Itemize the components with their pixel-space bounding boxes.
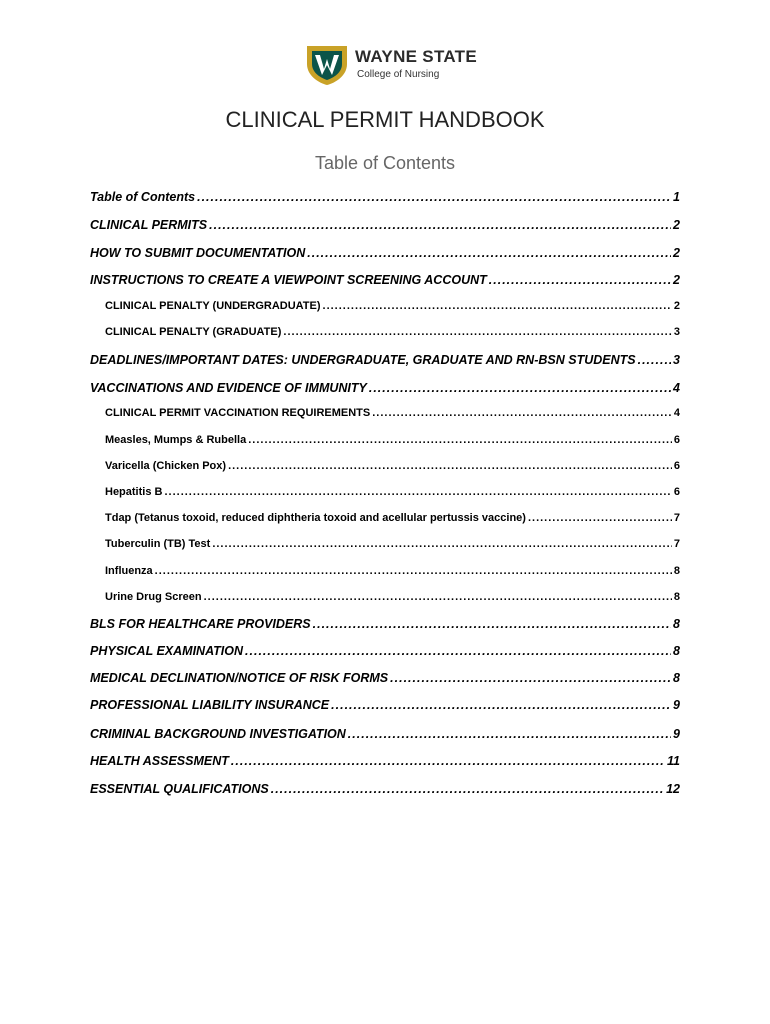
toc-entry-title: CRIMINAL BACKGROUND INVESTIGATION: [90, 727, 346, 741]
toc-dot-leader: [245, 644, 671, 658]
toc-entry-title: HEALTH ASSESSMENT: [90, 754, 229, 768]
toc-page-number: 9: [673, 727, 680, 741]
toc-entry-title: Measles, Mumps & Rubella: [105, 434, 247, 446]
toc-dot-leader: [209, 218, 671, 232]
document-title: CLINICAL PERMIT HANDBOOK: [225, 107, 545, 132]
logo-subtitle: College of Nursing: [357, 69, 440, 80]
toc-page-number: 8: [673, 617, 680, 631]
toc-entry[interactable]: [90, 617, 680, 631]
toc-dot-leader: [528, 512, 672, 524]
toc-dot-leader: [197, 190, 671, 204]
toc-dot-leader: [369, 381, 671, 395]
toc-page-number: 2: [673, 273, 680, 287]
toc-entry-title: MEDICAL DECLINATION/NOTICE OF RISK FORMS: [90, 671, 389, 685]
toc-page-number: 3: [673, 326, 680, 338]
toc-dot-leader: [307, 246, 671, 260]
toc-entry[interactable]: [90, 644, 680, 658]
toc-dot-leader: [212, 538, 672, 550]
toc-page-number: 2: [673, 300, 680, 312]
toc-dot-leader: [348, 727, 671, 741]
toc-entry-title: Influenza: [105, 565, 153, 577]
toc-page-number: 11: [667, 754, 680, 768]
toc-page-number: 6: [673, 434, 680, 446]
toc-dot-leader: [313, 617, 671, 631]
toc-dot-leader: [164, 486, 671, 498]
toc-dot-leader: [638, 353, 671, 367]
toc-page-number: 9: [673, 698, 680, 712]
toc-entry-title: BLS FOR HEALTHCARE PROVIDERS: [90, 617, 311, 631]
toc-entry[interactable]: [105, 460, 680, 472]
toc-entry[interactable]: [105, 512, 680, 524]
toc-entry-title: INSTRUCTIONS TO CREATE A VIEWPOINT SCREENING ACCOUNT: [90, 273, 487, 287]
toc-entry-title: Urine Drug Screen: [105, 591, 202, 603]
toc-page-number: 2: [673, 218, 680, 232]
toc-entry[interactable]: [90, 246, 680, 260]
toc-dot-leader: [231, 754, 665, 768]
toc-entry-title: CLINICAL PERMIT VACCINATION REQUIREMENTS: [105, 407, 371, 419]
toc-page-number: 4: [673, 381, 680, 395]
toc-entry-title: PROFESSIONAL LIABILITY INSURANCE: [90, 698, 330, 712]
toc-page-number: 8: [673, 565, 680, 577]
toc-page-number: 6: [673, 486, 680, 498]
toc-dot-leader: [489, 273, 671, 287]
toc-dot-leader: [323, 300, 672, 312]
toc-entry[interactable]: [90, 754, 680, 768]
toc-entry[interactable]: [105, 591, 680, 603]
toc-entry[interactable]: [90, 218, 680, 232]
toc-dot-leader: [204, 591, 672, 603]
toc-dot-leader: [331, 698, 671, 712]
toc-entry-title: PHYSICAL EXAMINATION: [90, 644, 244, 658]
toc-entry-title: Tdap (Tetanus toxoid, reduced diphtheria toxoid and acellular pertussis vaccine): [105, 512, 526, 524]
toc-entry[interactable]: [90, 782, 680, 796]
toc-entry-title: DEADLINES/IMPORTANT DATES: UNDERGRADUATE, GRADUATE AND RN-BSN STUDENTS: [90, 353, 636, 367]
toc-entry[interactable]: [105, 300, 680, 312]
toc-page-number: 6: [673, 460, 680, 472]
toc-entry[interactable]: [105, 407, 680, 419]
toc-page-number: 1: [673, 190, 680, 204]
toc-dot-leader: [271, 782, 664, 796]
toc-heading: Table of Contents: [314, 153, 456, 173]
toc-entry-title: CLINICAL PENALTY (UNDERGRADUATE): [105, 300, 321, 312]
toc-entry-title: Table of Contents: [90, 190, 196, 204]
toc-dot-leader: [390, 671, 671, 685]
toc-page-number: 8: [673, 644, 680, 658]
toc-entry-title: HOW TO SUBMIT DOCUMENTATION: [90, 246, 306, 260]
toc-dot-leader: [155, 565, 672, 577]
toc-entry[interactable]: [105, 326, 680, 338]
toc-page-number: 2: [673, 246, 680, 260]
toc-entry[interactable]: [90, 671, 680, 685]
toc-entry[interactable]: [105, 565, 680, 577]
toc-page-number: 12: [666, 782, 680, 796]
toc-dot-leader: [248, 434, 672, 446]
toc-entry-title: VACCINATIONS AND EVIDENCE OF IMMUNITY: [90, 381, 367, 395]
toc-entry-title: Hepatitis B: [105, 486, 163, 498]
toc-page-number: 3: [673, 353, 680, 367]
toc-page-number: 7: [673, 512, 680, 524]
toc-dot-leader: [228, 460, 672, 472]
toc-entry-title: CLINICAL PERMITS: [90, 218, 208, 232]
toc-entry[interactable]: [105, 434, 680, 446]
toc-page-number: 4: [673, 407, 680, 419]
toc-dot-leader: [372, 407, 672, 419]
toc-dot-leader: [283, 326, 671, 338]
toc-entry[interactable]: [105, 538, 680, 550]
toc-page-number: 8: [673, 671, 680, 685]
toc-entry[interactable]: [90, 698, 680, 712]
toc-entry[interactable]: [90, 273, 680, 287]
toc-entry[interactable]: [105, 486, 680, 498]
toc-entry[interactable]: [90, 381, 680, 395]
toc-entry-title: Varicella (Chicken Pox): [105, 460, 227, 472]
toc-entry[interactable]: [90, 190, 680, 204]
logo-name: WAYNE STATE: [355, 47, 478, 66]
toc-entry-title: CLINICAL PENALTY (GRADUATE): [105, 326, 282, 338]
toc-entry-title: ESSENTIAL QUALIFICATIONS: [90, 782, 269, 796]
toc-page-number: 7: [673, 538, 680, 550]
toc-entry[interactable]: [90, 727, 680, 741]
toc-entry-title: Tuberculin (TB) Test: [105, 538, 211, 550]
toc-page-number: 8: [673, 591, 680, 603]
toc-entry[interactable]: [90, 353, 680, 367]
